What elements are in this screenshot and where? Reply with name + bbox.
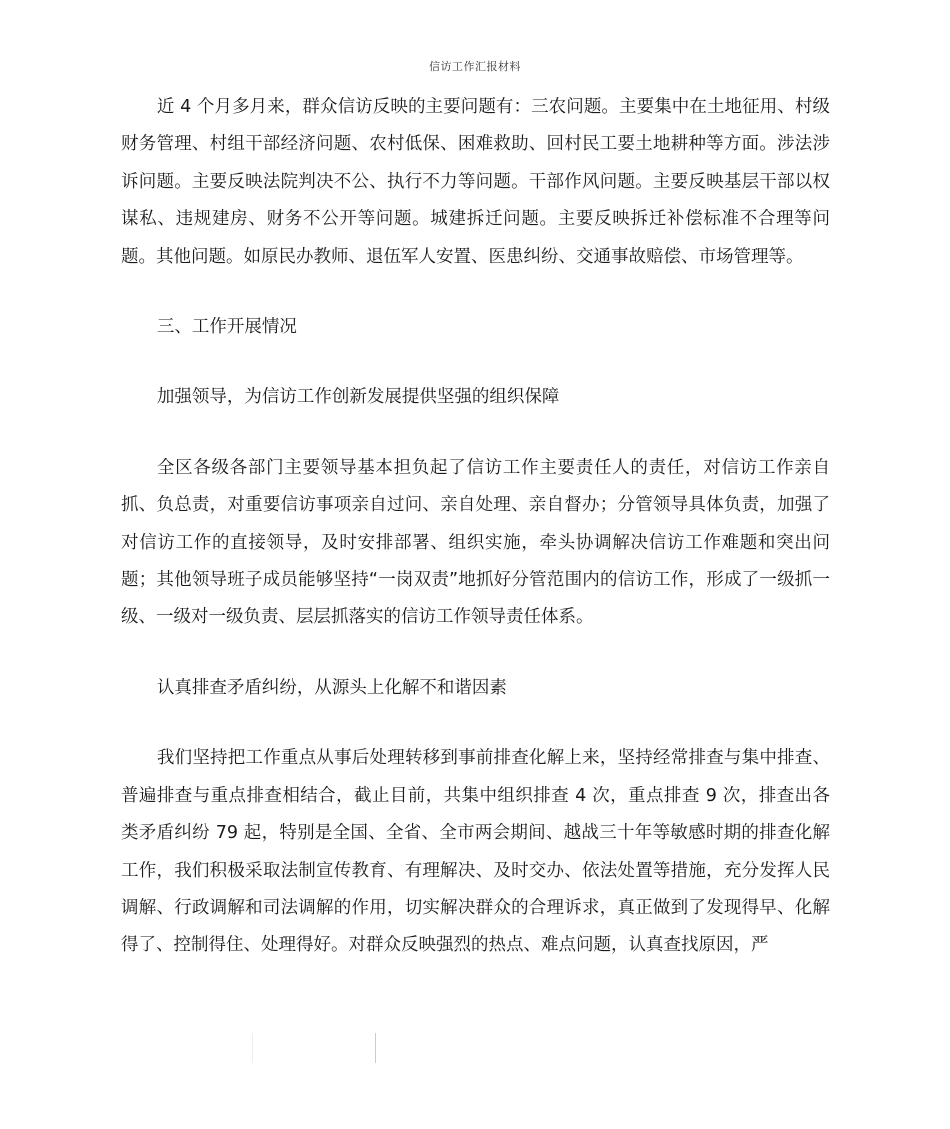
paragraph-gap bbox=[121, 276, 830, 309]
footer-divider-right bbox=[375, 1033, 376, 1063]
paragraph-problems: 近 4 个月多月来，群众信访反映的主要问题有：三农问题。主要集中在土地征用、村级财务管理、村组干部经济问题、农村低保、困难救助、回村民工要土地耕种等方面。涉法涉诉问题。主要反映法院判决不公、执行不力等问题。干部作风问题。主要反映基层干部以权谋私、违规建房、财务不公开等问题。城建拆迁问题。主要反映拆迁补偿标准不合理等问题。其他问题。如原民办教师、退伍军人安置、医患纠纷、交通事故赔偿、市场管理等。 bbox=[121, 97, 830, 267]
footer-decoration bbox=[0, 1033, 950, 1063]
page-header: 信访工作汇报材料 bbox=[429, 60, 521, 73]
paragraph-gap bbox=[121, 417, 830, 450]
section-heading: 三、工作开展情况 bbox=[156, 317, 297, 338]
subheading-investigation: 认真排查矛盾纠纷，从源头上化解不和谐因素 bbox=[156, 677, 507, 698]
paragraph-gap bbox=[121, 707, 830, 740]
paragraph-investigation: 我们坚持把工作重点从事后处理转移到事前排查化解上来，坚持经常排查与集中排查、普遍排查与重点排查相结合，截止目前，共集中组织排查 4 次，重点排查 9 次，排查出各类矛盾纠纷 79 起，特别是全国、全省、全市两会期间、越战三十年等敏感时期的排查化解工作，我们积极采取法制宣传教育、有理解决、及时交办、依法处置等措施，充分发挥人民调解、行政调解和司法调解的作用，切实解决群众的合理诉求，真正做到了发现得早、化解得了、控制得住、处理得好。对群众反映强烈的热点、难点问题，认真查找原因，严 bbox=[121, 748, 830, 956]
paragraph-leadership: 全区各级各部门主要领导基本担负起了信访工作主要责任人的责任，对信访工作亲自抓、负总责，对重要信访事项亲自过问、亲自处理、亲自督办；分管领导具体负责，加强了对信访工作的直接领导，及时安排部署、组织实施，牵头协调解决信访工作难题和突出问题；其他领导班子成员能够坚持“一岗双责”地抓好分管范围内的信访工作，形成了一级抓一级、一级对一级负责、层层抓落实的信访工作领导责任体系。 bbox=[121, 457, 830, 628]
footer-divider-left bbox=[252, 1033, 253, 1063]
document-body bbox=[121, 89, 830, 965]
subheading-leadership: 加强领导，为信访工作创新发展提供坚强的组织保障 bbox=[156, 387, 560, 408]
paragraph-gap bbox=[121, 346, 830, 379]
paragraph-gap bbox=[121, 637, 830, 670]
